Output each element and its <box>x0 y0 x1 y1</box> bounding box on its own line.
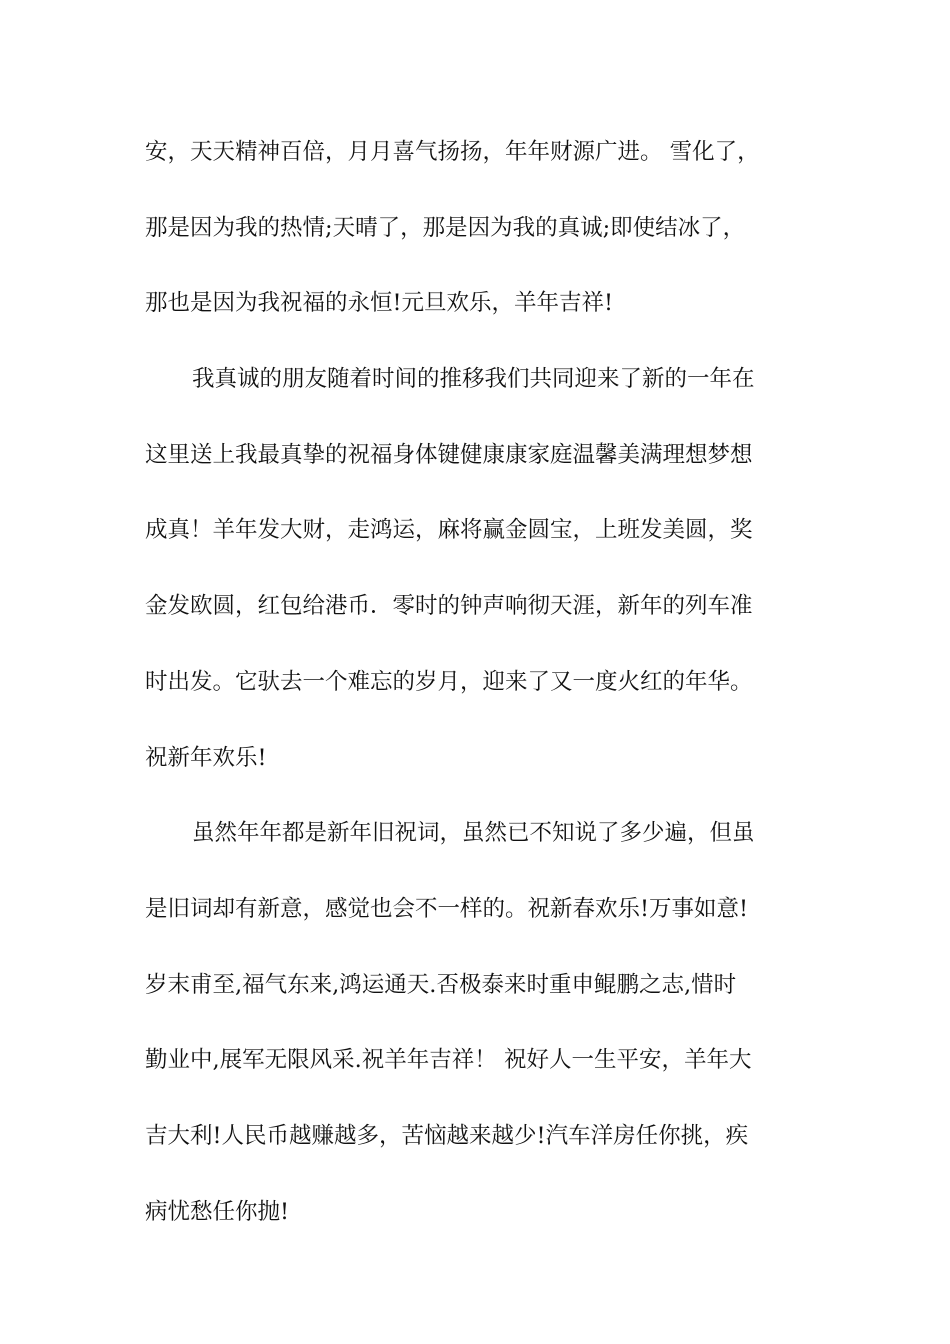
document-body <box>145 125 810 1260</box>
text-line: 时出发。它驮去一个难忘的岁月，迎来了又一度火红的年华。 <box>145 668 753 695</box>
text-line: 金发欧圆，红包给港币．零时的钟声响彻天涯，新年的列车准 <box>145 593 753 620</box>
paragraph-first-line: 虽然年年都是新年旧祝词，虽然已不知说了多少遍，但虽 <box>192 820 755 847</box>
text-line: 成真！羊年发大财，走鸿运，麻将赢金圆宝，上班发美圆，奖 <box>145 517 753 544</box>
text-line: 勤业中,展军无限风采.祝羊年吉祥！ 祝好人一生平安，羊年大 <box>145 1047 752 1074</box>
text-line: 吉大利!人民币越赚越多，苦恼越来越少!汽车洋房任你挑，疾 <box>145 1122 749 1149</box>
text-line: 安，天天精神百倍，月月喜气扬扬，年年财源广进。 雪化了， <box>145 139 760 165</box>
text-line: 是旧词却有新意，感觉也会不一样的。祝新春欢乐!万事如意! <box>145 895 749 922</box>
text-line: 这里送上我最真挚的祝福身体键健康康家庭温馨美满理想梦想 <box>145 441 753 468</box>
text-line: 祝新年欢乐! <box>145 744 267 771</box>
text-line: 病忧愁任你抛! <box>145 1198 290 1225</box>
text-line: 岁末甫至,福气东来,鸿运通天.否极泰来时重申鲲鹏之志,惜时 <box>145 971 737 998</box>
text-line: 那也是因为我祝福的永恒!元旦欢乐，羊年吉祥! <box>145 290 614 317</box>
text-line: 那是因为我的热情;天晴了，那是因为我的真诚;即使结冰了， <box>145 214 746 241</box>
paragraph-first-line: 我真诚的朋友随着时间的推移我们共同迎来了新的一年在 <box>192 366 755 393</box>
